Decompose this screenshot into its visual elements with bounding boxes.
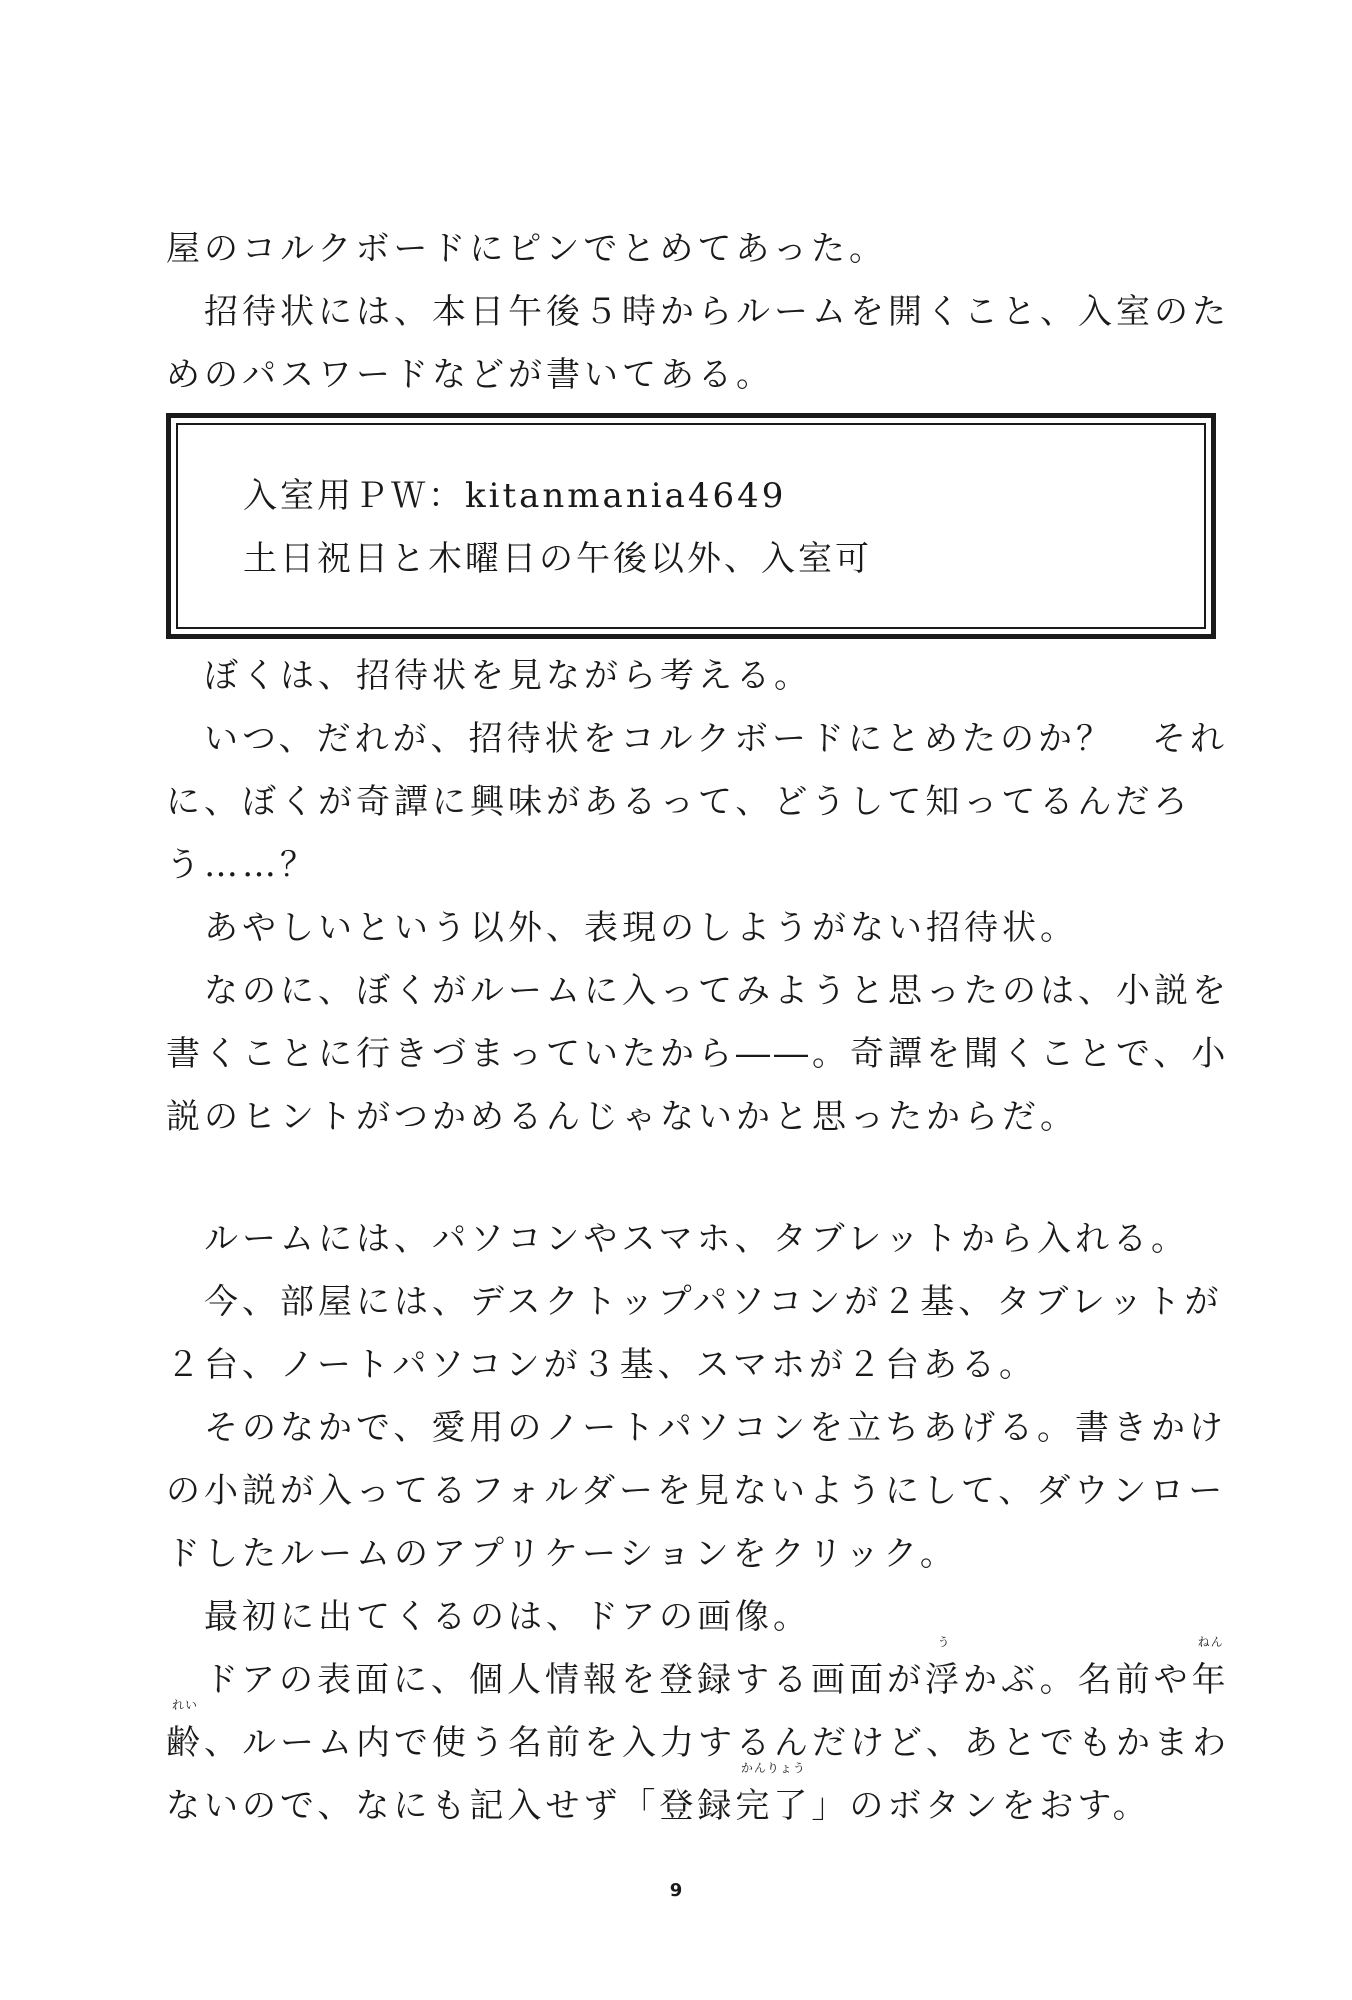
furigana: かんりょう bbox=[740, 1761, 806, 1775]
text-line: あやしいという以外、表現のしようがない招待状。 bbox=[166, 908, 1078, 948]
text-segment: ないので、なにも記入せず「登録 bbox=[166, 1786, 736, 1826]
furigana: う bbox=[937, 1635, 951, 1649]
ruby-base: 齢 bbox=[166, 1723, 204, 1763]
text-segment: ドアの表面に、個人情報を登録する画面が bbox=[166, 1660, 925, 1700]
text-line: めのパスワードなどが書いてある。 bbox=[166, 355, 774, 395]
text-segment: かぶ。名前や bbox=[962, 1660, 1192, 1700]
text-segment: 」のボタンをおす。 bbox=[811, 1786, 1151, 1826]
invitation-notice-inner-frame bbox=[176, 423, 1206, 629]
text-line: に、ぼくが奇譚に興味があるって、どうして知ってるんだろ bbox=[166, 782, 1192, 822]
text-line-with-ruby bbox=[166, 1761, 1216, 1838]
text-line: ドしたルームのアプリケーションをクリック。 bbox=[166, 1534, 958, 1574]
text-line: いつ、だれが、招待状をコルクボードにとめたのか？ それ bbox=[166, 719, 1228, 759]
text-line: 今、部屋には、デスクトップパソコンが２基、タブレットが bbox=[166, 1282, 1223, 1322]
text-line: の小説が入ってるフォルダーを見ないようにして、ダウンロー bbox=[166, 1471, 1227, 1511]
text-line-with-ruby bbox=[166, 1635, 1230, 1712]
text-line: 最初に出てくるのは、ドアの画像。 bbox=[166, 1597, 811, 1637]
availability-line: 土日祝日と木曜日の午後以外、入室可 bbox=[243, 539, 872, 579]
text-line: なのに、ぼくがルームに入ってみようと思ったのは、小説を bbox=[166, 971, 1230, 1011]
paragraph-block-room-entry bbox=[166, 1208, 1230, 1838]
ruby-annotated-word bbox=[924, 1635, 963, 1712]
text-line: そのなかで、愛用のノートパソコンを立ちあげる。書きかけ bbox=[166, 1408, 1227, 1448]
text-line: 説のヒントがつかめるんじゃないかと思ったからだ。 bbox=[166, 1097, 1078, 1137]
ruby-annotated-word bbox=[735, 1761, 812, 1838]
text-line: 書くことに行きづまっていたから――。奇譚を聞くことで、小 bbox=[166, 1034, 1230, 1074]
ruby-base: 浮 bbox=[924, 1660, 963, 1700]
password-line: 入室用ＰＷ：kitanmania4649 bbox=[243, 476, 787, 516]
ruby-annotated-word bbox=[1191, 1635, 1230, 1712]
paragraph-block-intro bbox=[166, 218, 1230, 407]
ruby-base: 完了 bbox=[735, 1786, 812, 1826]
page-number: 9 bbox=[669, 1880, 683, 1901]
text-line-with-ruby bbox=[166, 1698, 1230, 1775]
invitation-notice-box bbox=[166, 413, 1216, 639]
text-line: 屋のコルクボードにピンでとめてあった。 bbox=[166, 229, 887, 269]
ruby-base: 年 bbox=[1191, 1660, 1230, 1700]
text-line: う……？ bbox=[166, 845, 318, 885]
text-line: 招待状には、本日午後５時からルームを開くこと、入室のた bbox=[166, 292, 1230, 332]
text-line: ぼくは、招待状を見ながら考える。 bbox=[166, 656, 812, 696]
text-line: ２台、ノートパソコンが３基、スマホが２台ある。 bbox=[166, 1345, 1037, 1385]
furigana: れい bbox=[171, 1698, 199, 1712]
text-segment: 、ルーム内で使う名前を入力するんだけど、あとでもかまわ bbox=[204, 1723, 1230, 1763]
text-line: ルームには、パソコンやスマホ、タブレットから入れる。 bbox=[166, 1219, 1189, 1259]
ruby-annotated-word bbox=[166, 1698, 204, 1775]
paragraph-block-thoughts bbox=[166, 645, 1230, 1149]
furigana: ねん bbox=[1197, 1635, 1224, 1649]
